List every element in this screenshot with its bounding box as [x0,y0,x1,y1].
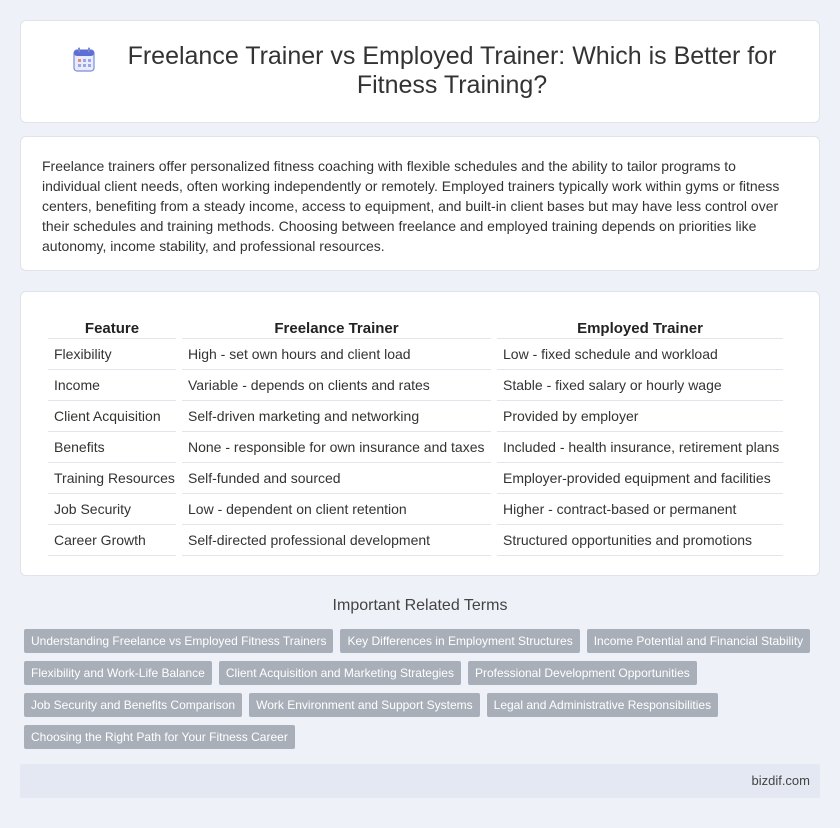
table-cell: Stable - fixed salary or hourly wage [497,370,783,401]
table-cell: Included - health insurance, retirement plans [497,432,783,463]
related-terms-list [24,629,824,757]
table-cell: None - responsible for own insurance and taxes [182,432,491,463]
page-title: Freelance Trainer vs Employed Trainer: Which is Better for Fitness Training? [127,42,777,99]
table-header-row [48,315,783,339]
related-term-tag[interactable]: Flexibility and Work-Life Balance [24,661,212,685]
related-terms-title: Important Related Terms [332,597,508,614]
intro-paragraph: Freelance trainers offer personalized fitness coaching with flexible schedules and the ability to tailor programs to individual client needs, often working independently or remotely. Employed trainers typically work within gyms or fitness centers, benefiting from a steady income, access to equipment, and built-in client bases but may have less control over their schedules and training methods. Choosing between freelance and employed training depends on priorities like autonomy, income stability, and professional resources. [42,158,780,254]
table-cell: Low - dependent on client retention [182,494,491,525]
related-term-tag[interactable]: Client Acquisition and Marketing Strategies [219,661,461,685]
related-term-tag[interactable]: Choosing the Right Path for Your Fitness Career [24,725,295,749]
header-freelance: Freelance Trainer [182,315,491,339]
table-cell: Client Acquisition [48,401,176,432]
table-cell: Higher - contract-based or permanent [497,494,783,525]
table-cell: Employer-provided equipment and facilities [497,463,783,494]
table-cell: Self-driven marketing and networking [182,401,491,432]
table-cell: Self-directed professional development [182,525,491,556]
table-row [48,463,783,494]
table-row [48,370,783,401]
footer [20,764,820,798]
related-term-tag[interactable]: Understanding Freelance vs Employed Fitness Trainers [24,629,333,653]
table-cell: Income [48,370,176,401]
footer-site-link[interactable]: bizdif.com [751,773,810,788]
header-feature: Feature [48,315,176,339]
related-term-tag[interactable]: Professional Development Opportunities [468,661,697,685]
tag-row [24,629,824,653]
related-term-tag[interactable]: Income Potential and Financial Stability [587,629,810,653]
comparison-table-card [20,291,820,576]
table-cell: High - set own hours and client load [182,339,491,370]
tag-row [24,693,824,717]
related-term-tag[interactable]: Job Security and Benefits Comparison [24,693,242,717]
tag-row [24,661,824,685]
header-card [20,20,820,123]
table-row [48,401,783,432]
table-cell: Job Security [48,494,176,525]
table-cell: Low - fixed schedule and workload [497,339,783,370]
table-cell: Benefits [48,432,176,463]
table-cell: Provided by employer [497,401,783,432]
related-term-tag[interactable]: Work Environment and Support Systems [249,693,480,717]
table-cell: Training Resources [48,463,176,494]
table-row [48,525,783,556]
table-row [48,432,783,463]
table-row [48,494,783,525]
table-cell: Flexibility [48,339,176,370]
table-cell: Career Growth [48,525,176,556]
calendar-icon [73,47,95,73]
related-term-tag[interactable]: Key Differences in Employment Structures [340,629,579,653]
tag-row [24,725,824,749]
related-term-tag[interactable]: Legal and Administrative Responsibilities [487,693,718,717]
table-cell: Self-funded and sourced [182,463,491,494]
intro-card [20,136,820,271]
comparison-table [42,315,789,556]
header-employed: Employed Trainer [497,315,783,339]
table-row [48,339,783,370]
table-cell: Structured opportunities and promotions [497,525,783,556]
table-cell: Variable - depends on clients and rates [182,370,491,401]
